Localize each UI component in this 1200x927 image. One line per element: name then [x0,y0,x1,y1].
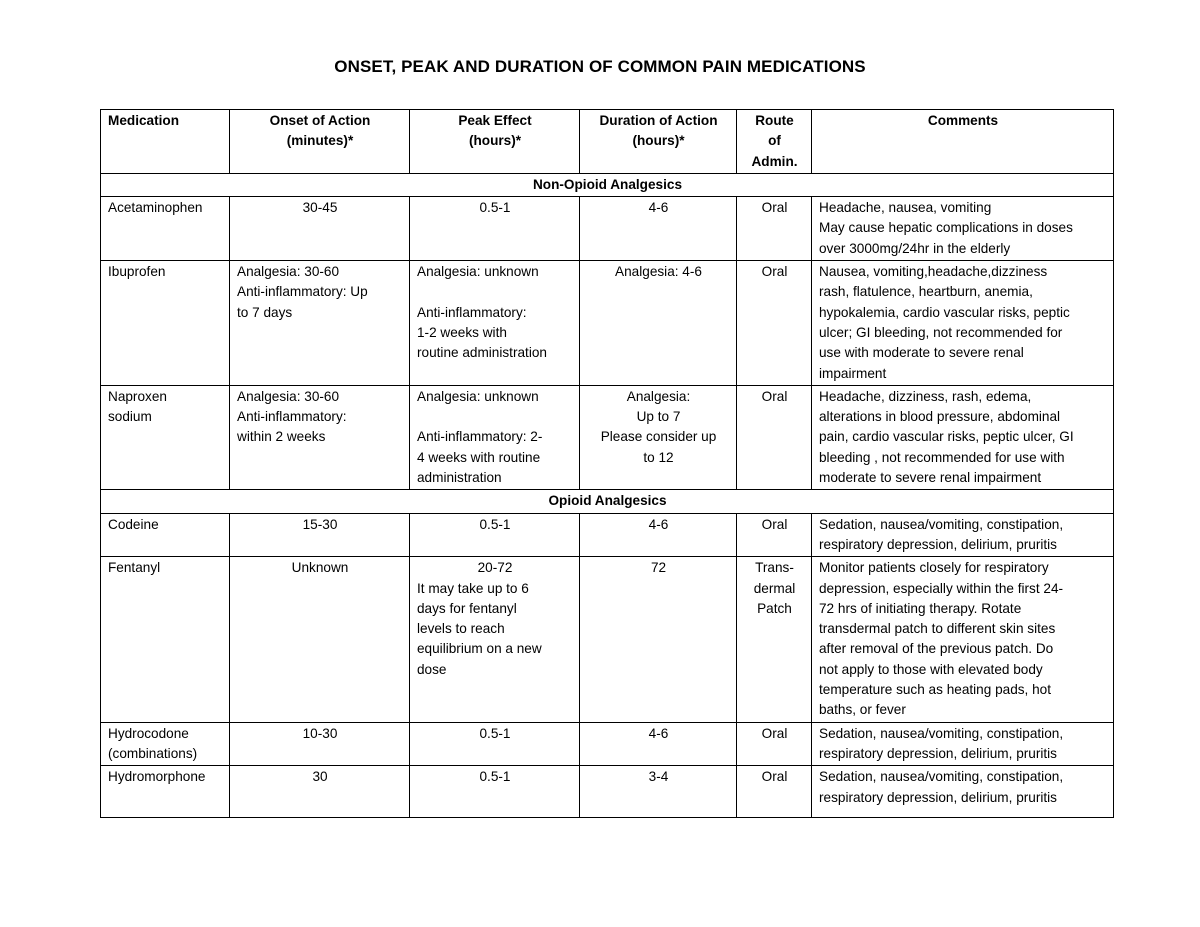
cell-line: 15-30 [302,516,338,532]
table-row-acetaminophen [101,197,1114,261]
cell-route [737,197,812,261]
section-title: Non-Opioid Analgesics [101,173,1114,196]
cell-line: 30 [312,769,328,785]
cell-peak [410,766,580,818]
cell-line: 4 weeks with routine [417,449,541,465]
cell-line: after removal of the previous patch. Do [819,641,1054,657]
cell-line: over 3000mg/24hr in the elderly [819,240,1011,256]
cell-line: 4-6 [648,200,669,216]
cell-comments [812,766,1114,818]
cell-comments [812,197,1114,261]
cell-line: Sedation, nausea/vomiting, constipation, [819,725,1064,741]
cell-line: (combinations) [108,745,198,761]
cell-duration [580,766,737,818]
cell-line: Analgesia: 30-60 [237,388,340,404]
cell-onset [230,722,410,766]
section-title: Opioid Analgesics [101,490,1114,513]
cell-line: Anti-inflammatory: [237,409,347,425]
table-row-codeine [101,513,1114,557]
table-row-ibuprofen [101,261,1114,386]
cell-peak [410,197,580,261]
header-row [101,110,1114,174]
cell-route [737,722,812,766]
cell-line: Oral [761,388,788,404]
cell-line: Oral [761,264,788,280]
section-row-non-opioid [101,173,1114,196]
cell-line: moderate to severe renal impairment [819,470,1042,486]
cell-medication [101,766,230,818]
cell-line: 0.5-1 [479,769,511,785]
cell-line: ulcer; GI bleeding, not recommended for [819,324,1063,340]
cell-line: impairment [819,365,887,381]
header-route: Route of Admin. [737,110,812,174]
cell-line: 0.5-1 [479,725,511,741]
cell-line: Up to 7 [636,409,681,425]
cell-line: depression, especially within the first 24- [819,580,1064,596]
cell-peak [410,513,580,557]
cell-line: Analgesia: 4-6 [615,264,702,280]
cell-line: Analgesia: unknown [417,264,539,280]
cell-line: Anti-inflammatory: Up [237,284,368,300]
header-comments: Comments [812,110,1114,174]
cell-peak [410,557,580,722]
cell-line: 4-6 [648,725,669,741]
cell-line: dermal [753,580,796,596]
cell-line: Sedation, nausea/vomiting, constipation, [819,769,1064,785]
table-row-hydrocodone [101,722,1114,766]
cell-line: 0.5-1 [479,200,511,216]
cell-line: days for fentanyl [417,600,517,616]
cell-line: Nausea, vomiting,headache,dizziness [819,264,1048,280]
cell-line: Naproxen [108,388,167,404]
cell-line: 72 hrs of initiating therapy. Rotate [819,600,1022,616]
cell-line: Monitor patients closely for respiratory [819,560,1049,576]
cell-medication [101,557,230,722]
cell-line: Analgesia: [626,388,691,404]
cell-line: Headache, nausea, vomiting [819,200,992,216]
cell-medication [101,261,230,386]
cell-duration [580,722,737,766]
cell-line: 1-2 weeks with [417,324,507,340]
cell-line: Headache, dizziness, rash, edema, [819,388,1032,404]
section-row-opioid [101,490,1114,513]
medications-table [100,109,1114,818]
cell-medication [101,385,230,489]
cell-line: respiratory depression, delirium, pruritis [819,789,1057,805]
cell-line: bleeding , not recommended for use with [819,449,1065,465]
cell-onset [230,766,410,818]
cell-line: Oral [761,725,788,741]
cell-line: Fentanyl [108,560,161,576]
cell-line: administration [417,470,502,486]
cell-route [737,766,812,818]
cell-duration [580,513,737,557]
cell-line: Analgesia: 30-60 [237,264,340,280]
cell-line: Oral [761,516,788,532]
cell-line: Patch [757,600,792,616]
header-onset: Onset of Action (minutes)* [230,110,410,174]
cell-duration [580,557,737,722]
cell-medication [101,722,230,766]
cell-line: Acetaminophen [108,200,203,216]
cell-duration [580,385,737,489]
cell-peak [410,722,580,766]
cell-line: 4-6 [648,516,669,532]
cell-line: Trans- [755,560,794,576]
cell-line: Hydromorphone [108,769,206,785]
cell-medication [101,513,230,557]
header-medication: Medication [101,110,230,174]
cell-line: Analgesia: unknown [417,388,539,404]
cell-line: pain, cardio vascular risks, peptic ulcer, GI [819,429,1074,445]
cell-peak [410,385,580,489]
cell-duration [580,197,737,261]
cell-line: to 12 [643,449,674,465]
cell-line: rash, flatulence, heartburn, anemia, [819,284,1033,300]
cell-line: dose [417,661,447,677]
cell-line: 3-4 [648,769,669,785]
cell-line: use with moderate to severe renal [819,345,1024,361]
table-row-naproxen [101,385,1114,489]
cell-line [417,407,573,427]
cell-line: 0.5-1 [479,516,511,532]
table-row-hydromorphone [101,766,1114,818]
cell-line: Unknown [291,560,349,576]
cell-line: 20-72 [477,560,513,576]
cell-line: Oral [761,769,788,785]
cell-line: levels to reach [417,621,505,637]
cell-line: sodium [108,409,152,425]
cell-line: Anti-inflammatory: 2- [417,429,543,445]
cell-line: temperature such as heating pads, hot [819,682,1051,698]
cell-line: respiratory depression, delirium, pruritis [819,745,1057,761]
cell-line: within 2 weeks [237,429,326,445]
cell-duration [580,261,737,386]
cell-line: baths, or fever [819,702,906,718]
cell-route [737,385,812,489]
cell-line: 30-45 [302,200,338,216]
cell-onset [230,385,410,489]
cell-line: respiratory depression, delirium, pruritis [819,536,1057,552]
cell-onset [230,557,410,722]
cell-line: equilibrium on a new [417,641,542,657]
cell-comments [812,261,1114,386]
cell-line: not apply to those with elevated body [819,661,1043,677]
cell-line: 10-30 [302,725,338,741]
cell-medication [101,197,230,261]
cell-line: hypokalemia, cardio vascular risks, peptic [819,304,1070,320]
cell-line: transdermal patch to different skin sites [819,621,1056,637]
cell-route [737,261,812,386]
cell-line: alterations in blood pressure, abdominal [819,409,1061,425]
page-title: ONSET, PEAK AND DURATION OF COMMON PAIN MEDICATIONS [334,57,866,76]
cell-line: Please consider up [600,429,717,445]
cell-onset [230,261,410,386]
cell-line: Ibuprofen [108,264,166,280]
cell-comments [812,722,1114,766]
cell-onset [230,197,410,261]
cell-route [737,557,812,722]
cell-line [417,282,573,302]
header-duration: Duration of Action (hours)* [580,110,737,174]
cell-line: It may take up to 6 [417,580,529,596]
cell-comments [812,385,1114,489]
cell-line: Codeine [108,516,159,532]
cell-line: Sedation, nausea/vomiting, constipation, [819,516,1064,532]
cell-line: 72 [650,560,667,576]
cell-onset [230,513,410,557]
cell-line: Hydrocodone [108,725,189,741]
cell-comments [812,513,1114,557]
cell-comments [812,557,1114,722]
cell-line: to 7 days [237,304,293,320]
cell-line: Oral [761,200,788,216]
cell-line: Anti-inflammatory: [417,304,527,320]
cell-peak [410,261,580,386]
header-peak: Peak Effect (hours)* [410,110,580,174]
cell-line: May cause hepatic complications in doses [819,220,1073,236]
table-row-fentanyl [101,557,1114,722]
cell-line: routine administration [417,345,547,361]
cell-route [737,513,812,557]
